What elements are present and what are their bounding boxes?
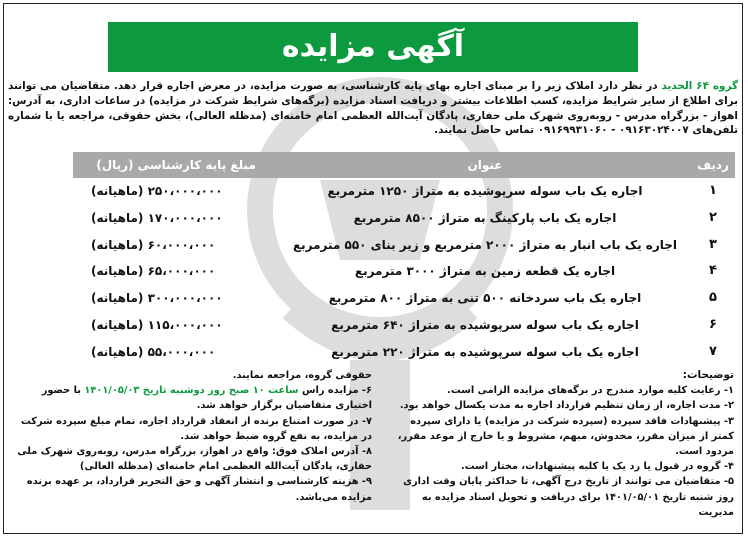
row-base-price: ۶۰،۰۰۰،۰۰۰ (ماهیانه) <box>91 237 216 252</box>
notes-right-column <box>388 368 734 520</box>
table-row <box>73 232 735 259</box>
table-row <box>73 285 735 312</box>
note-item <box>14 383 372 413</box>
table-row <box>73 205 735 232</box>
row-title: اجاره یک باب سوله سرپوشیده به متراژ ۲۲۰ مترمربع <box>331 344 639 359</box>
row-title: اجاره یک باب انبار به متراژ ۲۰۰۰ مترمربع و زیر بنای ۵۵۰ مترمربع <box>292 237 678 252</box>
table-row <box>73 178 735 205</box>
note-item: ۱- رعایت کلیه موارد مندرج در برگه‌های مزایده الزامی است. <box>447 385 734 397</box>
note-text: ۹- هزینه کارشناسی و انتشار آگهی و حق التحریر قرارداد، بر عهده برنده مزایده می‌باشد. <box>26 476 372 503</box>
row-base-price: ۲۵۰،۰۰۰،۰۰۰ (ماهیانه) <box>91 184 223 198</box>
table-row <box>73 258 735 285</box>
intro-paragraph <box>8 79 738 138</box>
row-title: اجاره یک باب پارکینگ به متراژ ۸۵۰۰ مترمربع <box>353 210 617 225</box>
row-number: ۷ <box>709 343 717 359</box>
row-number: ۵ <box>709 290 717 306</box>
header-title: عنوان <box>467 158 503 172</box>
note-item <box>14 474 372 504</box>
note-text: با حضور اختیاری متقاضیان برگزار خواهد شد. <box>41 385 372 412</box>
row-number: ۱ <box>709 183 717 198</box>
note-item: ۲- مدت اجاره، از زمان تنظیم قرارداد اجاره به مدت یکسال خواهد بود. <box>399 400 734 412</box>
row-number: ۶ <box>709 316 717 332</box>
row-base-price: ۱۱۵،۰۰۰،۰۰۰ (ماهیانه) <box>91 317 223 332</box>
row-number: ۳ <box>709 236 717 252</box>
row-base-price: ۵۵،۰۰۰،۰۰۰ (ماهیانه) <box>91 344 216 359</box>
notes-left-column <box>14 368 372 505</box>
page-title: آگهی مزایده <box>108 22 638 72</box>
table-body <box>73 178 735 366</box>
row-title: اجاره یک قطعه زمین به متراژ ۳۰۰۰ مترمربع <box>354 264 616 279</box>
row-number: ۴ <box>709 263 717 279</box>
note-item <box>14 414 372 444</box>
header-row-number: ردیف <box>697 158 729 172</box>
auction-datetime: ساعت ۱۰ صبح روز دوشنبه تاریخ ۱۴۰۱/۰۵/۰۳ <box>84 385 299 397</box>
note-item: ۳- پیشنهادات فاقد سپرده (سپرده شرکت در مزایده) یا دارای سپرده کمتر از میزان مقرر، مخدوش، مبهم، مشروط و یا خارج از موعد مقرر، مردود است. <box>397 415 734 458</box>
row-number: ۲ <box>709 209 717 225</box>
organization-name: گروه ۶۴ الحدید <box>661 80 738 92</box>
header-base-price: مبلغ پایه کارشناسی (ریال) <box>96 158 256 172</box>
row-base-price: ۱۷۰،۰۰۰،۰۰۰ (ماهیانه) <box>91 210 223 225</box>
notes-heading: توضیحات: <box>682 369 734 381</box>
row-title: اجاره یک باب سوله سرپوشیده به متراژ ۱۲۵۰ مترمربع <box>327 184 643 198</box>
note-item <box>14 444 372 474</box>
note-item: ۵- متقاضیان می توانند از تاریخ درج آگهی، تا حداکثر پایان وقت اداری روز شنبه تاریخ ۱۴۰۱/۰۵/۰۱ برای دریافت و تحویل اسناد مزایده به مدیریت <box>403 476 734 518</box>
row-base-price: ۳۰۰،۰۰۰،۰۰۰ (ماهیانه) <box>91 291 223 306</box>
row-base-price: ۶۵،۰۰۰،۰۰۰ (ماهیانه) <box>91 264 216 279</box>
row-title: اجاره یک باب سردخانه ۵۰۰ تنی به متراژ ۸۰۰ مترمربع <box>328 291 642 306</box>
table-header <box>73 152 735 178</box>
row-title: اجاره یک باب سوله سرپوشیده به متراژ ۶۴۰ مترمربع <box>331 317 639 332</box>
note-item: ۴- گروه در قبول یا رد یک یا کلیه پیشنهادات، مختار است. <box>461 461 734 473</box>
note-text: حقوقی گروه، مراجعه نمایند. <box>232 370 372 381</box>
table-row <box>73 312 735 339</box>
auction-table <box>73 152 735 366</box>
note-item <box>14 368 372 383</box>
table-row <box>73 339 735 366</box>
note-text: ۸- آدرس املاک فوق: واقع در اهواز، بزرگراه مدرس، روبه‌روی شهرک ملی حفاری، پادگان آیت‌الله العظمی امام خامنه‌ای (مدظله العالی) <box>17 446 372 473</box>
note-text: ۷- در صورت امتناع برنده از انعقاد قرارداد اجاره، تمام مبلغ سپرده شرکت در مزایده، به نفع گروه ضبط خواهد شد. <box>20 415 372 442</box>
note-text: ۶- مزایده راس <box>298 385 372 397</box>
intro-text: در نظر دارد املاک زیر را بر مبنای اجاره بهای پایه کارشناسی، به صورت مزایده، در معرض اجاره قرار دهد. متقاضیان می توانند برای اطلاع از سایر شرایط مزایده، کسب اطلاعات بیشتر و دریافت اسناد مزایده (برگه‌های شرایط شرکت در مزایده) در ساعات اداری، به آدرس: اهواز - بزرگراه مدرس - روبه‌روی شهرک ملی حفاری، پادگان آیت‌الله العظمی امام خامنه‌ای (مدظله العالی)، بخش حقوقی، مراجعه یا با شماره تلفن‌های ۰۹۱۶۳۰۲۴۰۰۷ - ۰۹۱۶۹۹۳۱۰۶۰ تماس حاصل نمایند. <box>8 80 738 137</box>
